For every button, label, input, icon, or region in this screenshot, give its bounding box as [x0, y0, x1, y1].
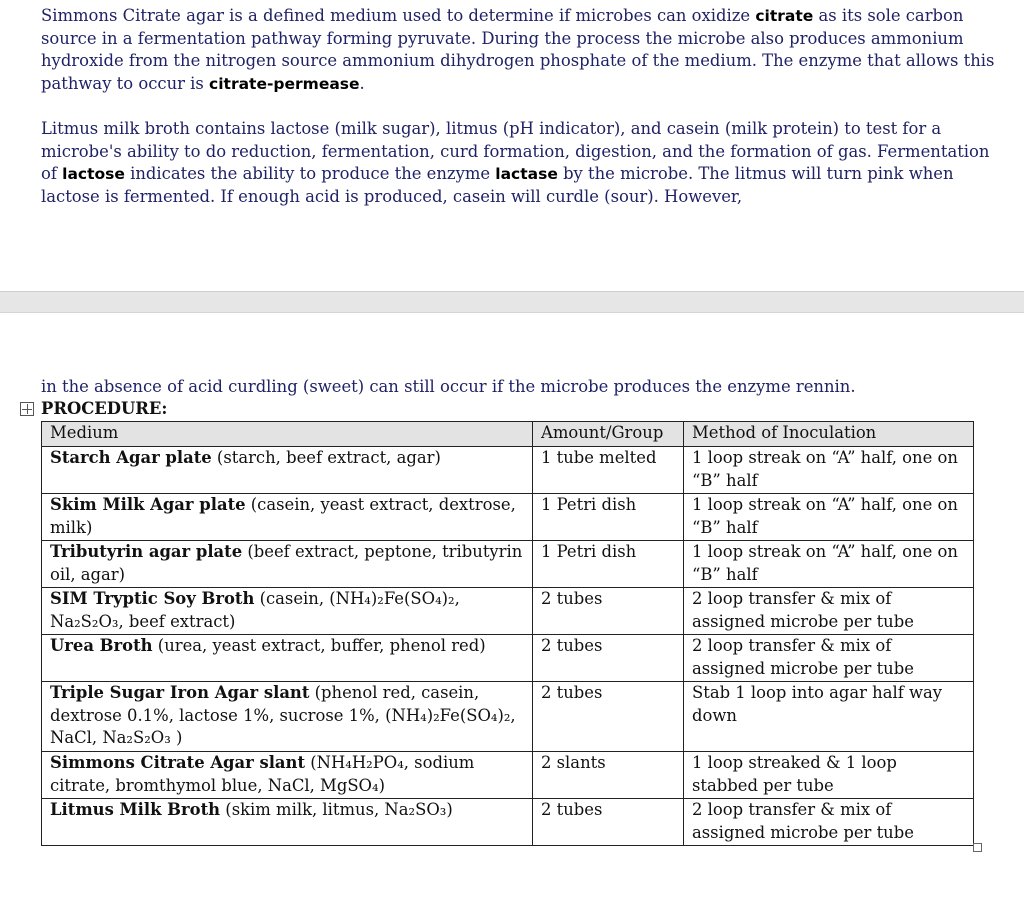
text-run: Litmus milk broth contains lactose (milk sugar), litmus (pH indicator), and casein (milk protein) to test for a microbe's ability to do reduction, fermentation, curd formation, digestion, and the formation of gas. Fermentation of — [41, 119, 990, 184]
table-row — [42, 447, 974, 494]
medium-ingredients: (casein, (NH₄)₂Fe(SO₄)₂, Na₂S₂O₃, beef extract) — [50, 589, 460, 631]
method-cell: 1 loop streaked & 1 loop stabbed per tube — [684, 752, 974, 799]
table-row — [42, 494, 974, 541]
method-cell: 2 loop transfer & mix of assigned microbe per tube — [684, 635, 974, 682]
procedure-heading: PROCEDURE: — [41, 399, 168, 418]
header-method: Method of Inoculation — [684, 422, 974, 447]
medium-cell — [42, 799, 533, 846]
table-row — [42, 635, 974, 682]
medium-ingredients: (beef extract, peptone, tributyrin oil, agar) — [50, 542, 523, 584]
medium-cell — [42, 635, 533, 682]
medium-cell — [42, 752, 533, 799]
procedure-table — [41, 421, 974, 846]
table-move-handle-icon[interactable] — [20, 402, 34, 416]
table-header-row — [42, 422, 974, 447]
text-run: indicates the ability to produce the enzyme — [124, 164, 496, 184]
medium-name: Urea Broth — [50, 636, 153, 655]
amount-cell: 2 tubes — [533, 682, 684, 752]
amount-cell: 2 tubes — [533, 588, 684, 635]
table-row — [42, 588, 974, 635]
medium-cell — [42, 494, 533, 541]
header-amount: Amount/Group — [533, 422, 684, 447]
method-cell: 1 loop streak on “A” half, one on “B” half — [684, 447, 974, 494]
amount-cell: 1 Petri dish — [533, 494, 684, 541]
amount-cell: 2 tubes — [533, 799, 684, 846]
method-cell: 1 loop streak on “A” half, one on “B” half — [684, 541, 974, 588]
bold-term: lactose — [62, 165, 125, 184]
medium-cell — [42, 588, 533, 635]
medium-ingredients: (urea, yeast extract, buffer, phenol red) — [152, 636, 486, 655]
method-cell: 2 loop transfer & mix of assigned microbe per tube — [684, 588, 974, 635]
medium-name: Tributyrin agar plate — [50, 542, 243, 561]
text-run: . — [359, 73, 365, 93]
method-cell: 1 loop streak on “A” half, one on “B” half — [684, 494, 974, 541]
medium-cell — [42, 682, 533, 752]
medium-ingredients: (phenol red, casein, dextrose 0.1%, lactose 1%, sucrose 1%, (NH₄)₂Fe(SO₄)₂, NaCl, Na₂S₂O₃ ) — [50, 683, 516, 748]
amount-cell: 2 slants — [533, 752, 684, 799]
citrate-paragraph — [41, 5, 1001, 95]
amount-cell: 1 Petri dish — [533, 541, 684, 588]
amount-cell: 2 tubes — [533, 635, 684, 682]
medium-name: Simmons Citrate Agar slant — [50, 753, 306, 772]
method-cell: Stab 1 loop into agar half way down — [684, 682, 974, 752]
medium-ingredients: (NH₄H₂PO₄, sodium citrate, bromthymol blue, NaCl, MgSO₄) — [50, 753, 475, 795]
table-resize-handle[interactable] — [973, 843, 982, 852]
table-row — [42, 682, 974, 752]
table-row — [42, 541, 974, 588]
medium-ingredients: (casein, yeast extract, dextrose, milk) — [50, 495, 516, 537]
page-break — [0, 291, 1024, 313]
medium-cell — [42, 447, 533, 494]
medium-name: Skim Milk Agar plate — [50, 495, 246, 514]
medium-name: SIM Tryptic Soy Broth — [50, 589, 255, 608]
method-cell: 2 loop transfer & mix of assigned microbe per tube — [684, 799, 974, 846]
medium-ingredients: (starch, beef extract, agar) — [211, 448, 441, 467]
text-run: as its sole carbon source in a fermentation pathway forming pyruvate. During the process the microbe also produces ammonium hydroxide from the nitrogen source ammonium dihydrogen phosphate of the medium. The enzyme that allows this pathway to occur is — [41, 6, 995, 93]
table-row — [42, 799, 974, 846]
continuation-paragraph — [41, 376, 1001, 399]
text-run: Simmons Citrate agar is a defined medium used to determine if microbes can oxidize — [41, 6, 756, 25]
amount-cell: 1 tube melted — [533, 447, 684, 494]
bold-term: citrate-permease — [209, 74, 360, 93]
medium-cell — [42, 541, 533, 588]
litmus-paragraph — [41, 118, 1001, 208]
header-medium: Medium — [42, 422, 533, 447]
medium-ingredients: (skim milk, litmus, Na₂SO₃) — [220, 800, 453, 819]
text-run: in the absence of acid curdling (sweet) can still occur if the microbe produces the enzyme rennin. — [41, 377, 856, 396]
medium-name: Triple Sugar Iron Agar slant — [50, 683, 310, 702]
medium-name: Starch Agar plate — [50, 448, 212, 467]
table-row — [42, 752, 974, 799]
text-run: by the microbe. The litmus will turn pink when lactose is fermented. If enough acid is produced, casein will curdle (sour). However, — [41, 164, 954, 206]
bold-term: citrate — [755, 7, 814, 25]
medium-name: Litmus Milk Broth — [50, 800, 221, 819]
bold-term: lactase — [495, 165, 558, 184]
